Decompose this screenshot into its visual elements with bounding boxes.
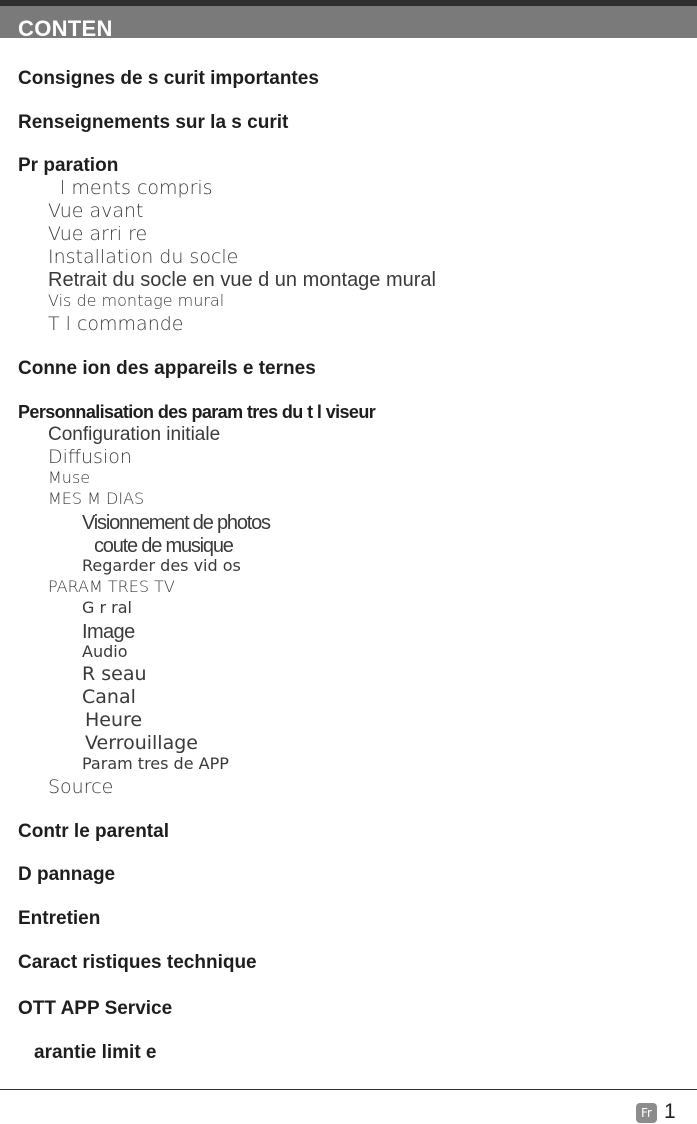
toc-entry-retrait[interactable]: Retrait du socle en vue d un montage mural <box>48 269 436 291</box>
toc-entry-elements[interactable]: l ments compris <box>60 177 213 199</box>
toc-entry-garantie[interactable]: arantie limit e <box>34 1042 157 1063</box>
toc-entry-audio[interactable]: Audio <box>82 642 128 661</box>
toc-entry-image[interactable]: Image <box>82 621 135 643</box>
toc-entry-param-app[interactable]: Param tres de APP <box>82 754 229 773</box>
page-title: CONTEN <box>18 16 113 41</box>
toc-entry-videos[interactable]: Regarder des vid os <box>82 556 241 575</box>
toc-entry-diffusion[interactable]: Diffusion <box>48 446 132 468</box>
language-badge: Fr <box>636 1103 657 1123</box>
toc-entry-configuration[interactable]: Configuration initiale <box>48 424 221 445</box>
toc-entry-musique[interactable]: coute de musique <box>94 535 233 557</box>
toc-entry-general[interactable]: G r ral <box>82 598 132 617</box>
toc-entry-heure[interactable]: Heure <box>85 709 143 731</box>
page-number: 1 <box>664 1100 676 1123</box>
toc-entry-consignes[interactable]: Consignes de s curit importantes <box>18 68 319 89</box>
toc-entry-personnalisation[interactable]: Personnalisation des param tres du t l viseur <box>18 402 376 422</box>
toc-entry-controle[interactable]: Contr le parental <box>18 821 169 842</box>
toc-entry-installation[interactable]: Installation du socle <box>48 246 239 268</box>
toc-entry-parametres-tv[interactable]: PARAM TRES TV <box>48 577 175 596</box>
toc-entry-mes-medias[interactable]: MES M DIAS <box>48 489 145 508</box>
toc-entry-verrouillage[interactable]: Verrouillage <box>85 732 198 754</box>
toc-entry-ott[interactable]: OTT APP Service <box>18 998 173 1019</box>
toc-entry-vis[interactable]: Vis de montage mural <box>48 291 225 310</box>
toc-entry-canal[interactable]: Canal <box>82 686 136 708</box>
toc-entry-renseignements[interactable]: Renseignements sur la s curit <box>18 112 289 133</box>
toc-entry-connexion[interactable]: Conne ion des appareils e ternes <box>18 358 316 379</box>
toc-entry-caracteristiques[interactable]: Caract ristiques technique <box>18 952 257 973</box>
toc-entry-muse[interactable]: Muse <box>48 468 91 487</box>
header-bar <box>0 0 697 41</box>
toc-entry-source[interactable]: Source <box>48 776 114 798</box>
toc-entry-entretien[interactable]: Entretien <box>18 908 101 929</box>
toc-entry-preparation[interactable]: Pr paration <box>18 155 119 176</box>
toc-entry-depannage[interactable]: D pannage <box>18 864 116 885</box>
toc-entry-reseau[interactable]: R seau <box>82 663 147 685</box>
toc-entry-photos[interactable]: Visionnement de photos <box>82 512 270 534</box>
toc-entry-vue-avant[interactable]: Vue avant <box>48 200 144 222</box>
toc-entry-telecommande[interactable]: T l commande <box>48 313 184 335</box>
toc-entry-vue-arriere[interactable]: Vue arri re <box>48 223 148 245</box>
footer-divider <box>0 1089 697 1090</box>
